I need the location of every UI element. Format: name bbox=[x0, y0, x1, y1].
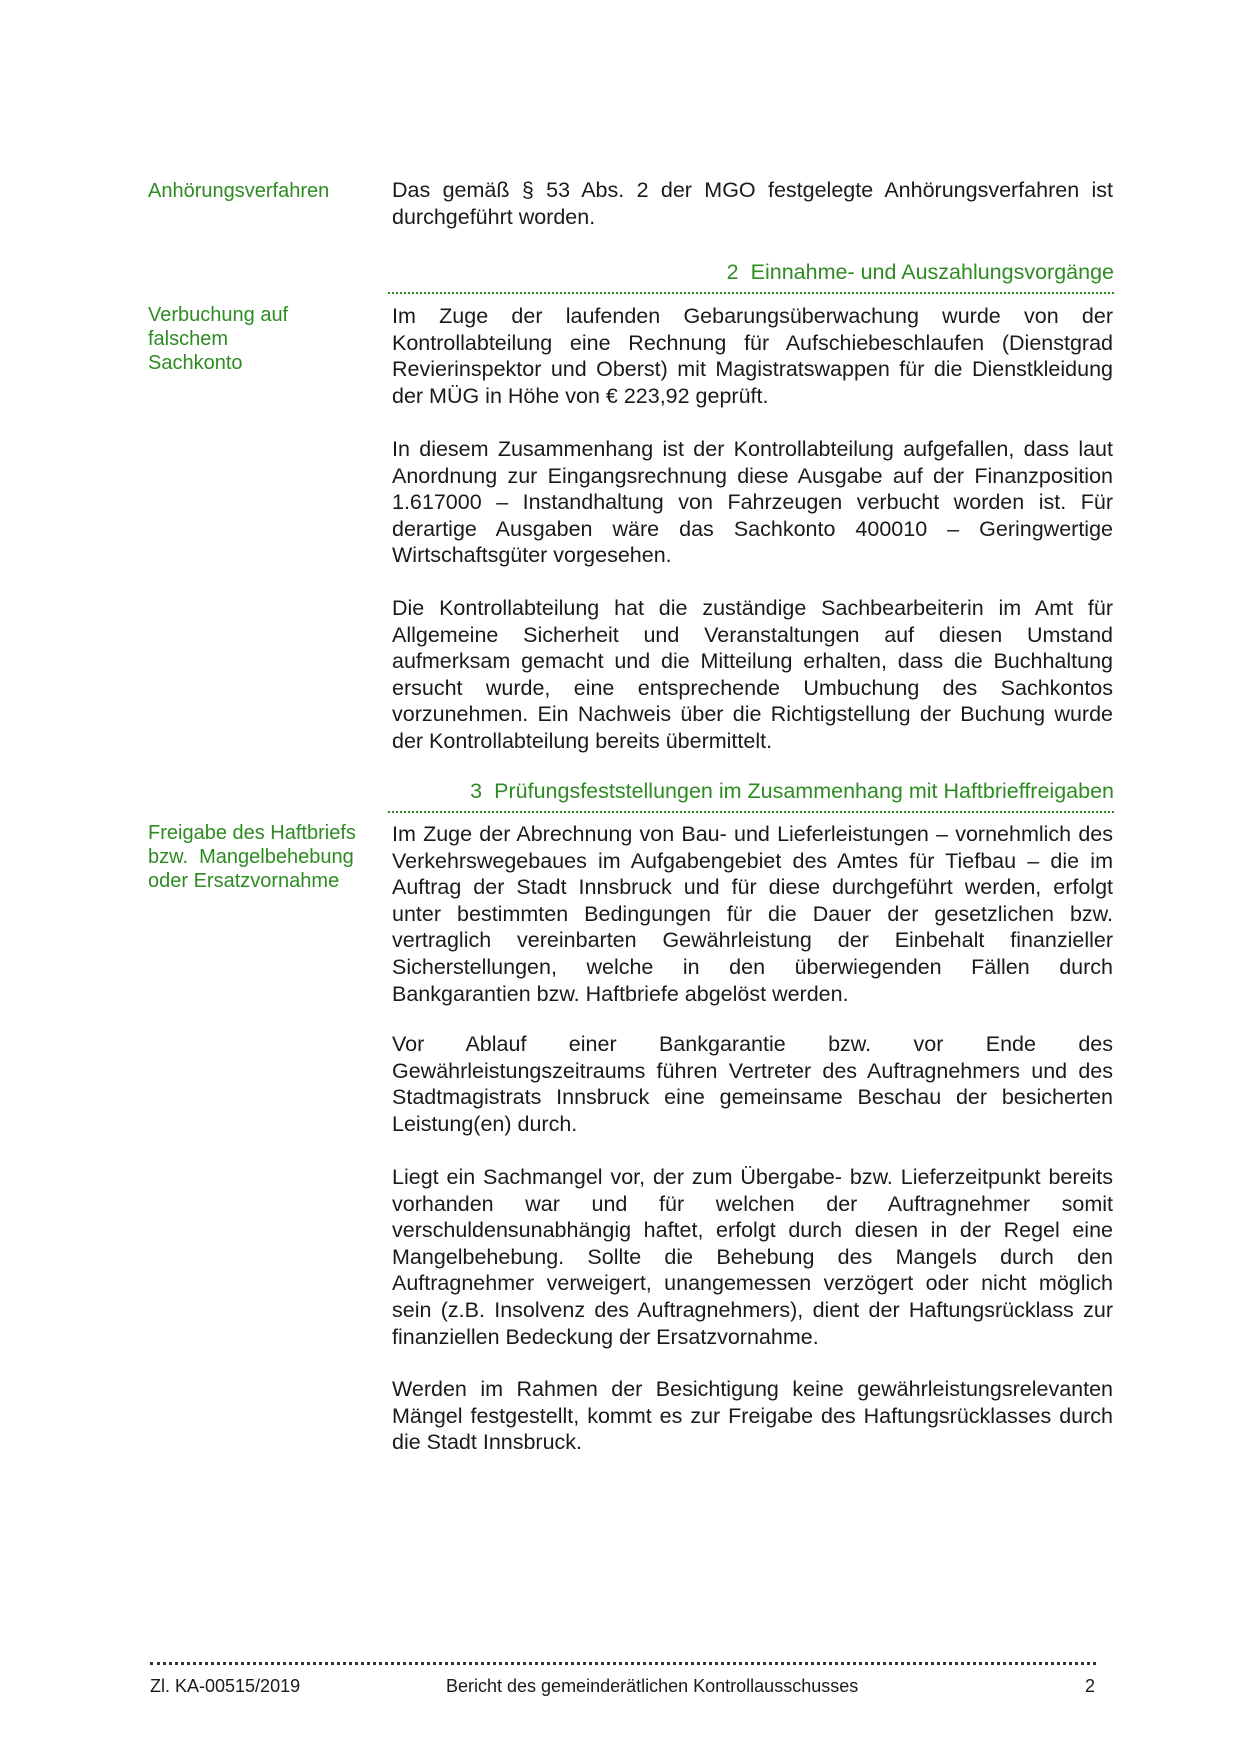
paragraph: In diesem Zusammenhang ist der Kontrollabteilung aufgefallen, dass laut Anordnung zur Eingangsrechnung diese Ausgabe auf der Finanzposition 1.617000 – Instandhaltung von Fahrzeugen verbucht worden ist. Für derartige Ausgaben wäre das Sachkonto 400010 – Geringwertige Wirtschaftsgüter vorgesehen. bbox=[392, 437, 1113, 568]
paragraph: Liegt ein Sachmangel vor, der zum Übergabe- bzw. Lieferzeitpunkt bereits vorhanden war und für welchen der Auftragnehmer somit verschuldensunabhängig haftet, erfolgt durch diesen in der Regel eine Mangelbehebung. Sollte die Behebung des Mangels durch den Auftragnehmer verweigert, unangemessen verzögert oder nicht möglich sein (z.B. Insolvenz des Auftragnehmers), dient der Haftungsrücklass zur finanziellen Bedeckung der Ersatzvornahme. bbox=[392, 1165, 1113, 1349]
margin-note-line: oder Ersatzvornahme bbox=[148, 870, 340, 892]
paragraph-block-section3-p1 bbox=[392, 821, 1113, 1007]
paragraph: Im Zuge der laufenden Gebarungsüberwachung wurde von der Kontrollabteilung eine Rechnung für Aufschiebeschlaufen (Dienstgrad Revierinspektor und Oberst) mit Magistratswappen für die Dienstkleidung der MÜG in Höhe von € 223,92 geprüft. bbox=[392, 304, 1113, 408]
paragraph: Vor Ablauf einer Bankgarantie bzw. vor Ende des Gewährleistungszeitraums führen Vertreter des Auftragnehmers und des Stadtmagistrats Innsbruck eine gemeinsame Beschau der besicherten Leistung(en) durch. bbox=[392, 1032, 1113, 1136]
margin-note-anhoerung bbox=[148, 179, 378, 203]
paragraph-block-section3-p4 bbox=[392, 1376, 1113, 1456]
paragraph-block-anhoerung bbox=[392, 177, 1113, 230]
paragraph-block-section2-p3 bbox=[392, 595, 1113, 755]
margin-note-line: falschem bbox=[148, 328, 229, 350]
footer-title: Bericht des gemeinderätlichen Kontrollausschusses bbox=[446, 1676, 859, 1696]
paragraph-block-section3-p2 bbox=[392, 1031, 1113, 1137]
paragraph-block-section2-p2 bbox=[392, 436, 1113, 569]
section-number: 2 bbox=[726, 260, 739, 284]
section-number: 3 bbox=[470, 779, 483, 803]
paragraph: Im Zuge der Abrechnung von Bau- und Lieferleistungen – vornehmlich des Verkehrswegebaues im Aufgabengebiet des Amtes für Tiefbau – die im Auftrag der Stadt Innsbruck und für diese durchgeführt werden, erfolgt unter bestimmten Bedingungen für die Dauer der gesetzlichen bzw. vertraglich vereinbarten Gewährleistung der Einbehalt finanzieller Sicherstellungen, welche in den überwiegenden Fällen durch Bankgarantien bzw. Haftbriefe abgelöst werden. bbox=[392, 822, 1113, 1006]
margin-note-haftbrief bbox=[148, 821, 378, 893]
paragraph: Werden im Rahmen der Besichtigung keine gewährleistungsrelevanten Mängel festgestellt, kommt es zur Freigabe des Haftungsrücklasses durch die Stadt Innsbruck. bbox=[392, 1377, 1113, 1455]
section-title: Prüfungsfeststellungen im Zusammenhang mit Haftbrieffreigaben bbox=[494, 779, 1114, 803]
section-heading-3 bbox=[388, 777, 1114, 813]
margin-note-line: Freigabe des Haftbriefs bbox=[148, 822, 356, 844]
footer-divider bbox=[150, 1662, 1096, 1665]
paragraph: Das gemäß § 53 Abs. 2 der MGO festgelegte Anhörungsverfahren ist durchgeführt worden. bbox=[392, 178, 1113, 229]
section-heading-2 bbox=[388, 258, 1114, 294]
paragraph-block-section2-p1 bbox=[392, 303, 1113, 409]
footer-reference: Zl. KA-00515/2019 bbox=[150, 1676, 301, 1696]
margin-note-line: Sachkonto bbox=[148, 352, 243, 374]
page-number: 2 bbox=[1085, 1676, 1096, 1696]
margin-note-text: Anhörungsverfahren bbox=[148, 180, 330, 202]
margin-note-verbuchung bbox=[148, 303, 378, 375]
section-title: Einnahme- und Auszahlungsvorgänge bbox=[750, 260, 1114, 284]
paragraph-block-section3-p3 bbox=[392, 1164, 1113, 1350]
margin-note-line: bzw. Mangelbehebung bbox=[148, 846, 354, 868]
margin-note-line: Verbuchung auf bbox=[148, 304, 289, 326]
paragraph: Die Kontrollabteilung hat die zuständige Sachbearbeiterin im Amt für Allgemeine Sicherheit und Veranstaltungen auf diesen Umstand aufmerksam gemacht und die Mitteilung erhalten, dass die Buchhaltung ersucht wurde, eine entsprechende Umbuchung des Sachkontos vorzunehmen. Ein Nachweis über die Richtigstellung der Buchung wurde der Kontrollabteilung bereits übermittelt. bbox=[392, 596, 1113, 753]
